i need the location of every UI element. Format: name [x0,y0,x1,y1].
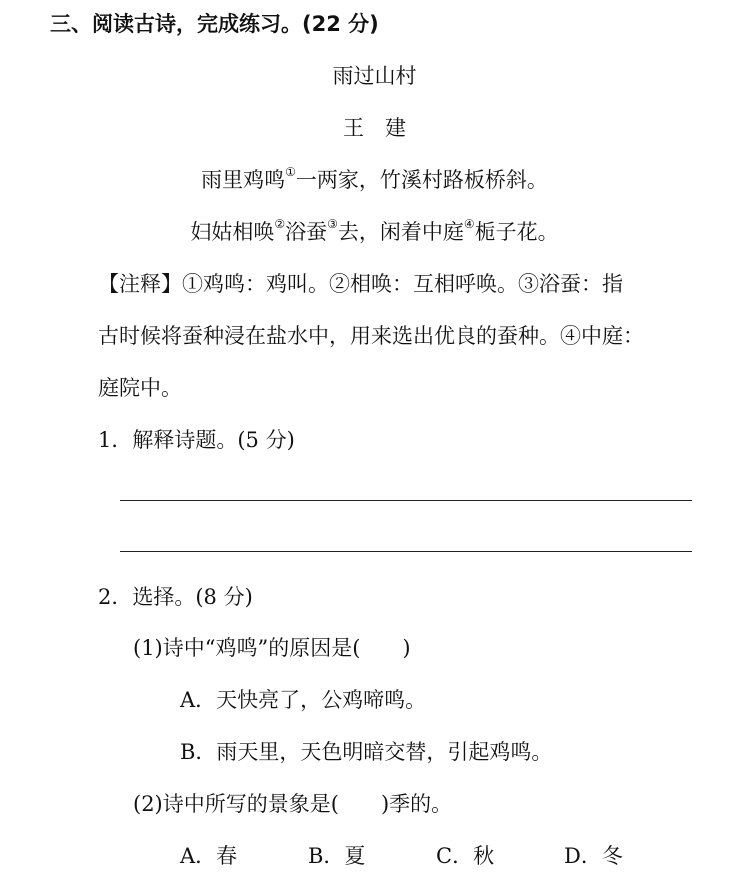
notes-line-3: 庭院中。 [98,376,182,400]
question-2-2-text: (2)诗中所写的景象是( [133,792,339,816]
poem-line-2-part-a: 妇姑相唤 [190,220,275,244]
poem-line-2-part-d: 栀子花。 [474,220,559,244]
notes-line-2: 古时候将蚕种浸在盐水中，用来选出优良的蚕种。④中庭： [98,324,644,348]
question-2-2-option-d[interactable]: D．冬 [564,844,623,868]
question-2-1-option-b[interactable]: B．雨天里，天色明暗交替，引起鸡鸣。 [180,740,553,764]
question-2-1 [133,634,411,662]
poem-line-1-part-b: 一两家，竹溪村路板桥斜。 [295,168,548,192]
question-2-2-option-a[interactable]: A．春 [180,844,238,868]
poem-line-2-part-c: 去，闲着中庭 [337,220,464,244]
question-2-2-option-b[interactable]: B．夏 [308,844,366,868]
poem-line-2 [0,218,749,246]
question-2-2-close: )季的。 [380,792,453,816]
footnote-marker-3: ③ [327,217,338,231]
poem-author: 王 建 [343,116,406,140]
answer-line-2[interactable] [120,551,692,552]
notes-line-1: 【注释】①鸡鸣：鸡叫。②相唤：互相呼唤。③浴蚕：指 [98,272,623,296]
answer-line-1[interactable] [120,500,692,501]
footnote-marker-4: ④ [463,217,475,231]
question-2-prompt: 2．选择。(8 分) [98,585,253,609]
poem-line-1-part-a: 雨里鸡鸣 [201,168,286,192]
question-2-1-text: (1)诗中“鸡鸣”的原因是( [133,636,361,660]
question-1-prompt: 1．解释诗题。(5 分) [98,428,295,452]
section-title: 三、阅读古诗，完成练习。(22 分) [50,12,379,36]
question-2-1-option-a[interactable]: A．天快亮了，公鸡啼鸣。 [180,688,427,712]
poem-line-2-part-b: 浴蚕 [285,220,328,244]
poem-title: 雨过山村 [332,64,417,88]
question-2-1-close: ) [402,636,411,660]
footnote-marker-2: ② [274,217,286,231]
poem-line-1 [0,166,749,194]
question-2-2-option-c[interactable]: C．秋 [436,844,495,868]
question-2-2 [133,790,452,818]
footnote-marker-1: ① [285,165,296,179]
